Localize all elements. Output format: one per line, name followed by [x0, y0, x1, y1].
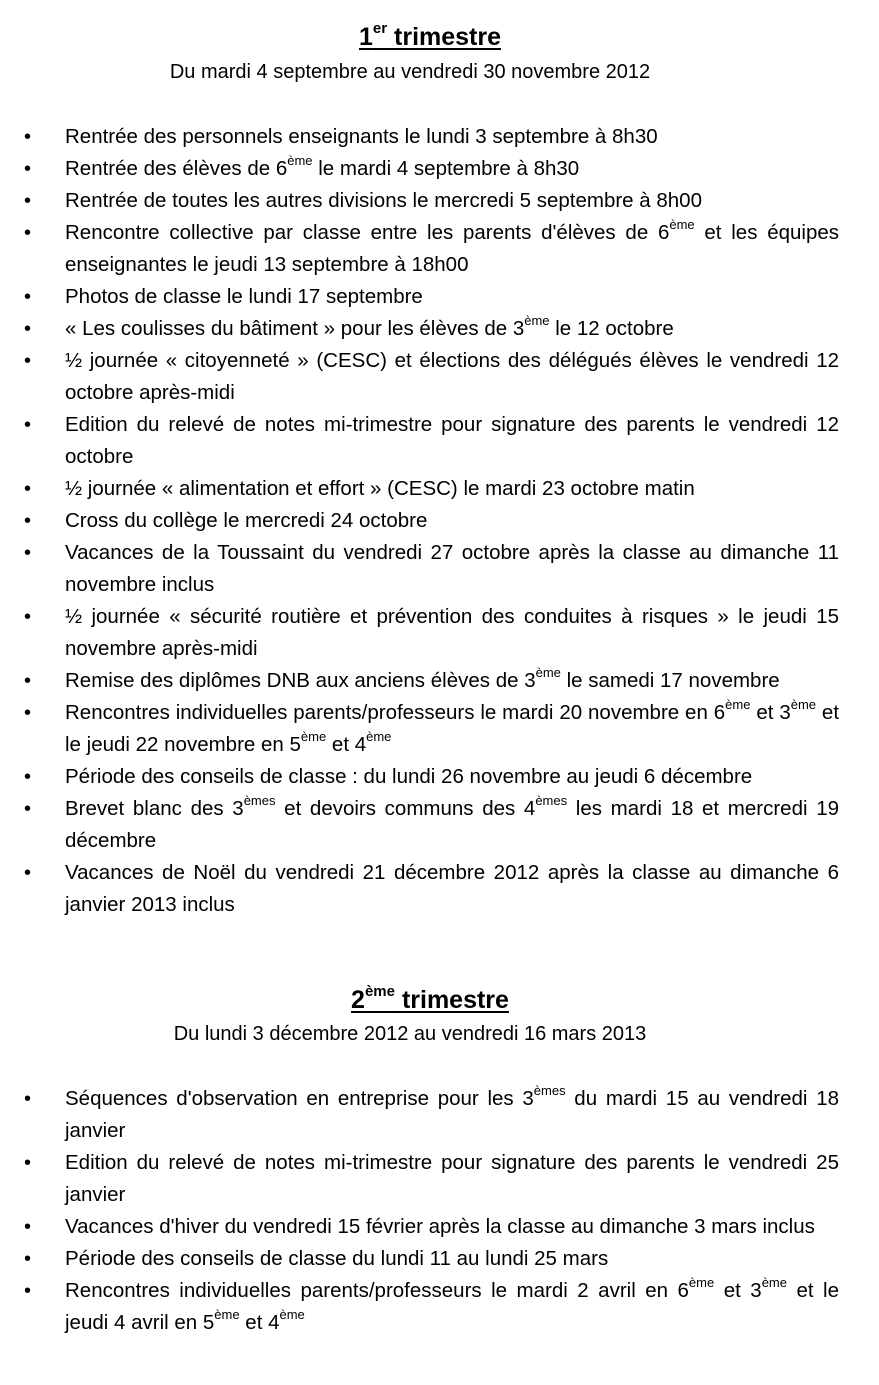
list-item-text: ½ journée « citoyenneté » (CESC) et élections des délégués élèves le vendredi 12 octobre après-midi: [65, 349, 839, 404]
list-item: [0, 345, 879, 409]
ordinal-superscript: ème: [279, 1307, 305, 1322]
list-item: [0, 1147, 879, 1211]
ordinal-superscript: ème: [688, 1275, 715, 1290]
title-word: trimestre: [401, 986, 509, 1014]
section-title-text: [351, 983, 509, 1014]
section-title-text: [358, 20, 502, 51]
list-item: [0, 697, 879, 761]
list-item: [0, 217, 879, 281]
list-item-text: Remise des diplômes DNB aux anciens élèves de 3ème le samedi 17 novembre: [65, 665, 780, 692]
list-item: [0, 153, 879, 185]
bullet-icon: •: [24, 286, 32, 308]
list-item-text: Rencontre collective par classe entre les parents d'élèves de 6ème et les équipes enseignantes le jeudi 13 septembre à 18h00: [65, 217, 839, 276]
list-item-text: Vacances d'hiver du vendredi 15 février après la classe au dimanche 3 mars inclus: [65, 1215, 815, 1238]
ordinal-superscript: ème: [761, 1275, 787, 1290]
bullet-icon: •: [24, 350, 32, 372]
bullet-icon: •: [24, 510, 32, 532]
ordinal-superscript: èmes: [535, 793, 568, 808]
ordinal-superscript: ème: [669, 217, 695, 232]
list-item: [0, 537, 879, 601]
list-item: [0, 281, 879, 313]
section-subtitle-trimestre-2: Du lundi 3 décembre 2012 au vendredi 16 mars 2013: [173, 1023, 647, 1045]
list-item-text: Edition du relevé de notes mi-trimestre pour signature des parents le vendredi 12 octobre: [65, 413, 839, 468]
list-item-text: Edition du relevé de notes mi-trimestre pour signature des parents le vendredi 25 janvier: [65, 1151, 839, 1206]
list-item-text: Période des conseils de classe : du lundi 26 novembre au jeudi 6 décembre: [65, 765, 753, 788]
list-item: [0, 761, 879, 793]
list-item-text: Cross du collège le mercredi 24 octobre: [65, 509, 428, 532]
bullet-icon: •: [24, 670, 32, 692]
ordinal-superscript: èmes: [243, 793, 276, 808]
list-item-text: ½ journée « sécurité routière et prévention des conduites à risques » le jeudi 15 novembre après-midi: [65, 605, 839, 660]
bullet-icon: •: [24, 158, 32, 180]
list-item-text: Brevet blanc des 3èmes et devoirs communs des 4èmes les mardi 18 et mercredi 19 décembre: [65, 793, 839, 852]
title-ordinal: er: [372, 20, 388, 37]
list-item-text: Période des conseils de classe du lundi 11 au lundi 25 mars: [65, 1247, 609, 1270]
list-item-text: Rencontres individuelles parents/professeurs le mardi 20 novembre en 6ème et 3ème et le jeudi 22 novembre en 5ème et 4ème: [65, 697, 840, 756]
list-item: [0, 601, 879, 665]
ordinal-superscript: ème: [535, 665, 561, 680]
list-item: [0, 1211, 879, 1243]
list-item: [0, 409, 879, 473]
list-item-text: ½ journée « alimentation et effort » (CESC) le mardi 23 octobre matin: [65, 477, 695, 500]
bullet-icon: •: [24, 798, 32, 820]
ordinal-superscript: ème: [366, 729, 392, 744]
list-item: [0, 1243, 879, 1275]
bullet-icon: •: [24, 318, 32, 340]
section-title-trimestre-1: [0, 22, 840, 52]
list-item: [0, 313, 879, 345]
bullet-icon: •: [24, 1152, 32, 1174]
list-item: [0, 793, 879, 857]
bullet-icon: •: [24, 126, 32, 148]
list-item-text: Rentrée de toutes les autres divisions le mercredi 5 septembre à 8h00: [65, 189, 702, 212]
section-subtitle-trimestre-1: Du mardi 4 septembre au vendredi 30 novembre 2012: [169, 61, 651, 83]
bullet-icon: •: [24, 222, 32, 244]
title-ordinal: ème: [364, 983, 395, 1000]
list-item-text: Rentrée des personnels enseignants le lundi 3 septembre à 8h30: [65, 125, 658, 148]
bullet-icon: •: [24, 414, 32, 436]
list-item-text: « Les coulisses du bâtiment » pour les élèves de 3ème le 12 octobre: [65, 313, 674, 340]
ordinal-superscript: ème: [300, 729, 327, 744]
list-item: [0, 665, 879, 697]
list-item-text: Rencontres individuelles parents/professeurs le mardi 2 avril en 6ème et 3ème et le jeudi 4 avril en 5ème et 4ème: [65, 1275, 839, 1334]
bullet-icon: •: [24, 1248, 32, 1270]
list-item-text: Vacances de la Toussaint du vendredi 27 octobre après la classe au dimanche 11 novembre inclus: [65, 541, 839, 596]
ordinal-superscript: ème: [725, 697, 751, 712]
ordinal-superscript: ème: [287, 153, 313, 168]
section-title-trimestre-2: [0, 985, 840, 1015]
bullet-icon: •: [24, 190, 32, 212]
ordinal-superscript: èmes: [533, 1083, 566, 1098]
list-item-text: Séquences d'observation en entreprise pour les 3èmes du mardi 15 au vendredi 18 janvier: [65, 1083, 840, 1142]
bullet-icon: •: [24, 1280, 32, 1302]
ordinal-superscript: ème: [790, 697, 817, 712]
list-item-text: Photos de classe le lundi 17 septembre: [65, 285, 423, 308]
bullet-icon: •: [24, 478, 32, 500]
title-number: 1: [358, 23, 373, 51]
list-item-text: Rentrée des élèves de 6ème le mardi 4 septembre à 8h30: [65, 153, 580, 180]
bullet-icon: •: [24, 862, 32, 884]
event-list-trimestre-2: [0, 1083, 879, 1339]
bullet-icon: •: [24, 1216, 32, 1238]
list-item: [0, 185, 879, 217]
bullet-icon: •: [24, 542, 32, 564]
event-list-trimestre-1: [0, 121, 879, 921]
ordinal-superscript: ème: [524, 313, 550, 328]
ordinal-superscript: ème: [214, 1307, 240, 1322]
list-item: [0, 505, 879, 537]
list-item: [0, 473, 879, 505]
list-item: [0, 857, 879, 921]
list-item-text: Vacances de Noël du vendredi 21 décembre 2012 après la classe au dimanche 6 janvier 2013 inclus: [65, 861, 839, 916]
title-number: 2: [351, 986, 365, 1014]
list-item: [0, 1083, 879, 1147]
bullet-icon: •: [24, 702, 32, 724]
list-item: [0, 1275, 879, 1339]
bullet-icon: •: [24, 766, 32, 788]
title-word: trimestre: [394, 23, 502, 51]
bullet-icon: •: [24, 606, 32, 628]
bullet-icon: •: [24, 1088, 32, 1110]
list-item: [0, 121, 879, 153]
